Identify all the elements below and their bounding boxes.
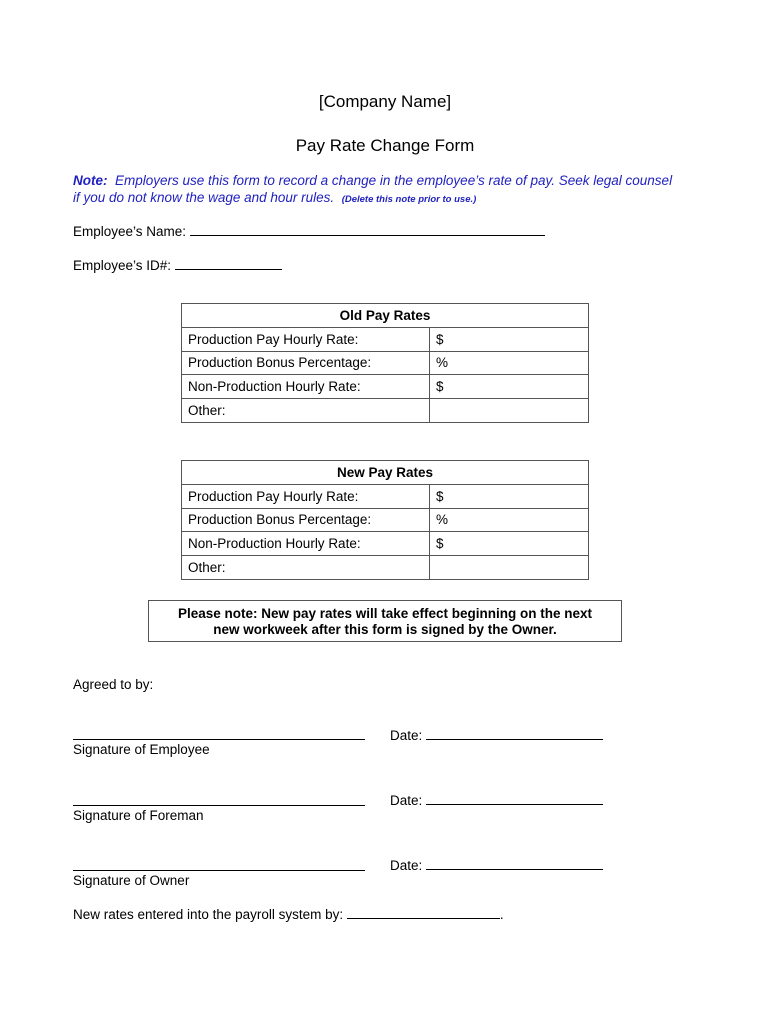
old-production-hourly-label: Production Pay Hourly Rate: [182,327,430,351]
notice-line1: Please note: New pay rates will take effect beginning on the next [177,606,593,621]
old-nonproduction-hourly-label: Non-Production Hourly Rate: [182,375,430,399]
employee-signature-field[interactable] [73,738,365,740]
table-row [182,399,589,423]
table-row [182,532,589,556]
note-text-line2: if you do not know the wage and hour rules. [73,190,335,205]
old-rates-title: Old Pay Rates [182,304,589,328]
old-production-hourly-value[interactable]: $ [430,327,589,351]
employee-id-label: Employee’s ID#: [73,258,172,273]
new-bonus-percentage-value[interactable]: % [430,508,589,532]
employee-name-field[interactable] [190,222,545,236]
old-bonus-percentage-label: Production Bonus Percentage: [182,351,430,375]
foreman-signature-label: Signature of Foreman [73,808,204,823]
employee-date-row [390,726,603,743]
owner-date-row [390,856,603,873]
table-header-row [182,461,589,485]
table-row [182,556,589,580]
new-rates-title: New Pay Rates [182,461,589,485]
new-other-label: Other: [182,556,430,580]
payroll-entry-period: . [499,907,504,922]
note-text-line1: Employers use this form to record a change in the employee’s rate of pay. Seek legal counsel [115,173,673,188]
old-bonus-percentage-value[interactable]: % [430,351,589,375]
note-label: Note: [73,173,108,188]
table-row [182,327,589,351]
payroll-entry-label: New rates entered into the payroll system by: [73,907,344,922]
table-row [182,351,589,375]
new-nonproduction-hourly-label: Non-Production Hourly Rate: [182,532,430,556]
owner-date-label: Date: [390,858,423,873]
payroll-entry-row [73,905,504,922]
agreed-label: Agreed to by: [73,677,154,692]
owner-signature-label: Signature of Owner [73,873,190,888]
notice-line2: new workweek after this form is signed by the Owner. [213,622,557,637]
table-header-row [182,304,589,328]
employee-name-label: Employee’s Name: [73,224,187,239]
new-production-hourly-label: Production Pay Hourly Rate: [182,484,430,508]
note-delete-hint: (Delete this note prior to use.) [341,194,477,205]
employee-signature-label: Signature of Employee [73,742,210,757]
effective-date-notice [148,600,622,642]
company-name: [Company Name] [318,92,452,111]
old-nonproduction-hourly-value[interactable]: $ [430,375,589,399]
foreman-date-row [390,791,603,808]
employee-name-row [73,222,545,239]
employee-date-field[interactable] [426,726,603,740]
owner-signature-field[interactable] [73,869,365,871]
employee-date-label: Date: [390,728,423,743]
old-pay-rates-table [181,303,589,423]
new-bonus-percentage-label: Production Bonus Percentage: [182,508,430,532]
new-pay-rates-table [181,460,589,580]
new-other-value[interactable] [430,556,589,580]
foreman-signature-field[interactable] [73,804,365,806]
foreman-date-label: Date: [390,793,423,808]
table-row [182,484,589,508]
old-other-label: Other: [182,399,430,423]
employee-id-row [73,256,282,273]
instruction-note [73,172,723,208]
foreman-date-field[interactable] [426,791,603,805]
payroll-entry-field[interactable] [347,905,500,919]
table-row [182,375,589,399]
table-row [182,508,589,532]
employee-id-field[interactable] [175,256,282,270]
old-other-value[interactable] [430,399,589,423]
new-production-hourly-value[interactable]: $ [430,484,589,508]
new-nonproduction-hourly-value[interactable]: $ [430,532,589,556]
form-title: Pay Rate Change Form [295,136,475,155]
owner-date-field[interactable] [426,856,603,870]
